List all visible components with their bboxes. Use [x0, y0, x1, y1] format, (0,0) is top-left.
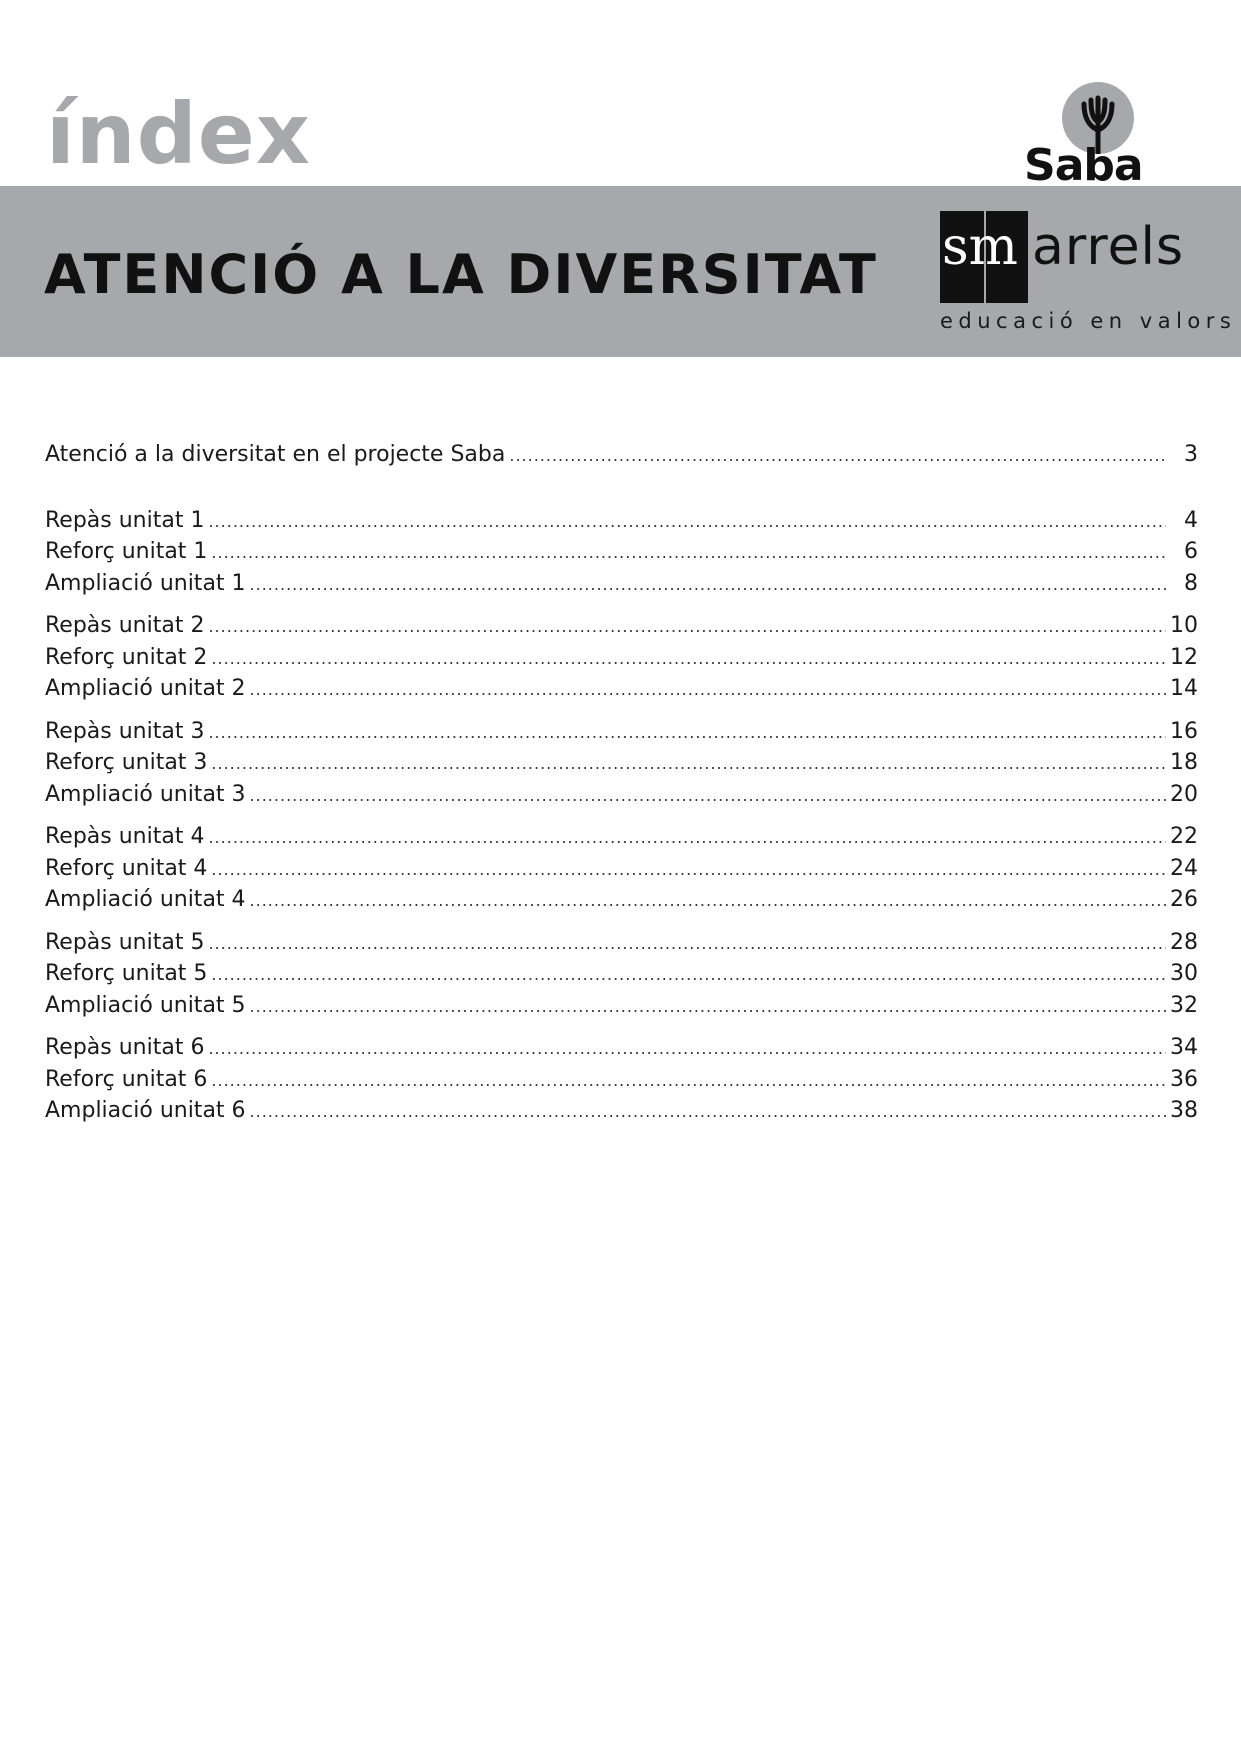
toc-entry-label: Ampliació unitat 2 [45, 676, 246, 701]
toc-entry-label: Atenció a la diversitat en el projecte Saba [45, 442, 506, 467]
toc-dot-leader [208, 617, 1166, 636]
toc-entry [45, 1067, 1198, 1099]
toc-page-number: 3 [1184, 442, 1198, 467]
toc-entry-label: Reforç unitat 1 [45, 539, 208, 564]
toc-entry-label: Ampliació unitat 3 [45, 781, 246, 807]
toc-page-number: 12 [1170, 644, 1198, 670]
section-title: ATENCIÓ A LA DIVERSITAT [44, 243, 878, 306]
toc-entry-label: Reforç unitat 5 [45, 961, 208, 986]
toc-page-number: 34 [1170, 1035, 1198, 1060]
toc-dot-leader [211, 1071, 1166, 1090]
toc-entry [45, 719, 1198, 751]
index-heading: índex [46, 92, 311, 183]
toc-page-number: 22 [1170, 824, 1198, 849]
toc-page-number: 30 [1170, 961, 1198, 986]
toc-page-number: 28 [1170, 929, 1198, 955]
logo-tagline: educació en valors [940, 309, 1237, 333]
toc-entry [45, 782, 1198, 814]
toc-page-number: 4 [1184, 507, 1198, 533]
toc-group [45, 508, 1198, 603]
toc-dot-leader [211, 965, 1166, 984]
toc-entry-label: Reforç unitat 6 [45, 1066, 208, 1092]
toc-entry [45, 993, 1198, 1025]
toc-page-number: 26 [1170, 887, 1198, 912]
toc-page-number: 20 [1170, 781, 1198, 807]
toc-dot-leader [208, 512, 1166, 531]
toc-page-number: 14 [1170, 676, 1198, 701]
toc-entry-label: Ampliació unitat 1 [45, 570, 246, 596]
sm-logo-text: sm [942, 217, 1018, 277]
toc-entry [45, 676, 1198, 708]
toc-page-number: 18 [1170, 750, 1198, 775]
toc-dot-leader [208, 934, 1166, 953]
toc-entry-label: Reforç unitat 4 [45, 855, 208, 881]
toc-dot-leader [208, 828, 1166, 847]
toc-dot-leader [250, 680, 1166, 699]
toc-dot-leader [250, 575, 1166, 594]
toc-entry [45, 571, 1198, 603]
toc-entry-label: Repàs unitat 6 [45, 1035, 205, 1060]
toc-entry-label: Repàs unitat 4 [45, 824, 205, 849]
toc-page-number: 10 [1170, 613, 1198, 638]
toc-dot-leader [250, 997, 1166, 1016]
saba-logo [1024, 82, 1164, 190]
toc-group [45, 1035, 1198, 1130]
smarrels-logo [940, 211, 1240, 331]
toc-group [45, 930, 1198, 1025]
toc-dot-leader [250, 1102, 1166, 1121]
arrels-logo-text: arrels [1032, 217, 1185, 277]
toc-dot-leader [208, 1039, 1166, 1058]
toc-dot-leader [250, 891, 1166, 910]
toc-dot-leader [211, 649, 1166, 668]
toc-entry [45, 1035, 1198, 1067]
toc-entry [45, 856, 1198, 888]
saba-logo-text: Saba [1024, 140, 1143, 191]
toc-page-number: 32 [1170, 992, 1198, 1018]
toc-page-number: 24 [1170, 855, 1198, 881]
toc-entry [45, 961, 1198, 993]
toc-entry-label: Reforç unitat 2 [45, 644, 208, 670]
toc-group [45, 719, 1198, 814]
toc-entry-label: Ampliació unitat 5 [45, 992, 246, 1018]
toc-group [45, 442, 1198, 474]
toc-dot-leader [211, 543, 1166, 562]
toc-entry-label: Repàs unitat 5 [45, 929, 205, 955]
toc-entry [45, 930, 1198, 962]
toc-dot-leader [509, 446, 1166, 465]
toc-dot-leader [211, 860, 1166, 879]
toc-group [45, 613, 1198, 708]
toc-page-number: 36 [1170, 1066, 1198, 1092]
toc-entry [45, 508, 1198, 540]
toc-dot-leader [250, 786, 1166, 805]
toc-entry [45, 887, 1198, 919]
toc-entry [45, 750, 1198, 782]
toc-page-number: 16 [1170, 718, 1198, 744]
toc-group [45, 824, 1198, 919]
toc-page-number: 38 [1170, 1098, 1198, 1123]
toc-entry [45, 539, 1198, 571]
toc-entry-label: Ampliació unitat 6 [45, 1098, 246, 1123]
toc-entry [45, 824, 1198, 856]
toc-entry-label: Repàs unitat 2 [45, 613, 205, 638]
toc-dot-leader [211, 754, 1166, 773]
toc-entry-label: Repàs unitat 1 [45, 507, 205, 533]
toc-entry [45, 645, 1198, 677]
toc-entry [45, 613, 1198, 645]
toc-dot-leader [208, 723, 1166, 742]
toc-entry [45, 1098, 1198, 1130]
toc-entry-label: Ampliació unitat 4 [45, 887, 246, 912]
sm-box [940, 211, 1028, 303]
toc-entry-label: Repàs unitat 3 [45, 718, 205, 744]
toc-page-number: 6 [1184, 539, 1198, 564]
toc-page-number: 8 [1184, 570, 1198, 596]
table-of-contents [45, 442, 1198, 1141]
title-band [0, 186, 1241, 357]
toc-entry [45, 442, 1198, 474]
toc-entry-label: Reforç unitat 3 [45, 750, 208, 775]
